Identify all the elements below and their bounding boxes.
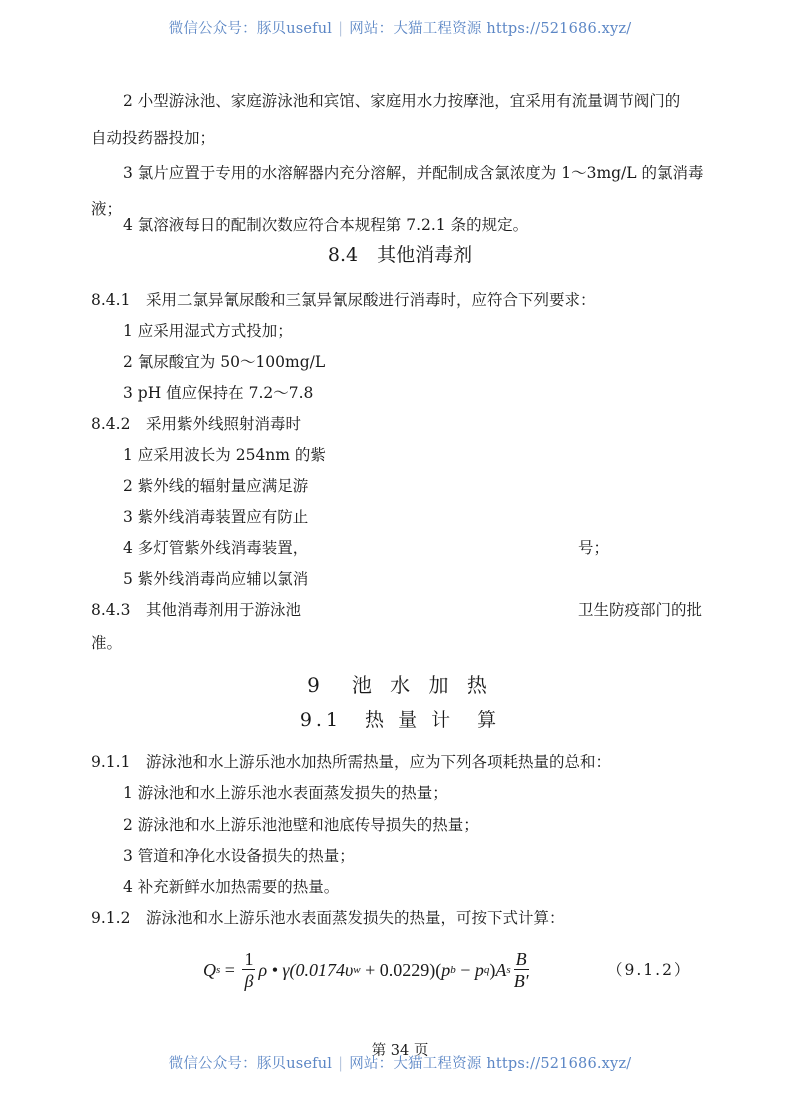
chapter-heading-9: 9 池 水 加 热 — [307, 673, 493, 697]
clause-number: 9.1.2 — [91, 909, 131, 927]
list-item: 3 管道和净化水设备损失的热量； — [123, 847, 355, 865]
clause-continuation: 准。 — [91, 634, 123, 652]
clause-8-4-2 — [91, 414, 301, 434]
clause-text: 游泳池和水上游乐池水表面蒸发损失的热量，可按下式计算： — [146, 909, 565, 927]
clause-text: 采用二氯异氰尿酸和三氯异氰尿酸进行消毒时，应符合下列要求： — [146, 291, 596, 309]
list-item: 1 应采用湿式方式投加； — [123, 322, 293, 340]
watermark-separator: | — [338, 21, 344, 37]
item-8-3-3-line2: 液； — [91, 200, 123, 218]
fraction-one-over-beta: $\frac{1}{\beta}$ — [244, 948, 254, 991]
list-item: 4 补充新鲜水加热需要的热量。 — [123, 878, 340, 896]
clause-number: 8.4.1 — [91, 291, 131, 309]
clause-8-4-3 — [91, 600, 301, 620]
list-item: 3 紫外线消毒装置应有防止 — [123, 508, 309, 526]
clause-text: 游泳池和水上游乐池水加热所需热量，应为下列各项耗热量的总和： — [146, 753, 612, 771]
clause-text: 其他消毒剂用于游泳池 — [146, 601, 302, 619]
watermark-header — [0, 17, 800, 38]
list-item: 5 紫外线消毒尚应辅以氯消 — [123, 570, 309, 588]
item-8-3-4: 4 氯溶液每日的配制次数应符合本规程第 7.2.1 条的规定。 — [123, 216, 529, 234]
item-8-3-2-line1: 2 小型游泳池、家庭游泳池和宾馆、家庭用水力按摩池，宜采用有流量调节阀门的 — [123, 92, 681, 110]
item-8-3-2-line2: 自动投药器投加； — [91, 129, 216, 147]
list-item: 2 紫外线的辐射量应满足游 — [123, 477, 309, 495]
clause-number: 9.1.1 — [91, 753, 131, 771]
fraction-b-over-b-prime: $\frac{B}{B'}$ — [513, 948, 529, 991]
list-item: 1 应采用波长为 254nm 的紫 — [123, 446, 326, 464]
section-heading-9-1: 9.1 热 量 计 算 — [299, 709, 501, 731]
clause-8-4-1 — [91, 290, 596, 310]
clause-number: 8.4.2 — [91, 415, 131, 433]
watermark-footer — [0, 1052, 800, 1073]
watermark-site: 网站：大猫工程资源 https://521686.xyz/ — [349, 1056, 632, 1072]
watermark-separator: | — [338, 1056, 344, 1072]
watermark-site: 网站：大猫工程资源 https://521686.xyz/ — [349, 21, 632, 37]
section-heading-8-4: 8.4 其他消毒剂 — [327, 244, 473, 266]
watermark-wechat: 微信公众号：豚贝useful — [168, 21, 333, 37]
clause-text: 采用紫外线照射消毒时 — [146, 415, 302, 433]
list-item-fragment: 号； — [578, 539, 610, 557]
formula-lhs: Q — [203, 959, 216, 980]
list-item: 2 氰尿酸宜为 50～100mg/L — [123, 353, 326, 371]
clause-fragment: 卫生防疫部门的批 — [578, 601, 703, 619]
list-item: 2 游泳池和水上游乐池池壁和池底传导损失的热量； — [123, 816, 479, 834]
clause-9-1-1 — [91, 752, 611, 772]
watermark-wechat: 微信公众号：豚贝useful — [168, 1056, 333, 1072]
item-8-3-3-line1: 3 氯片应置于专用的水溶解器内充分溶解，并配制成含氯浓度为 1～3mg/L 的氯消毒 — [123, 164, 704, 182]
page-number: 第 34 页 — [371, 1043, 429, 1059]
equation-number: （9.1.2） — [607, 961, 692, 979]
clause-number: 8.4.3 — [91, 601, 131, 619]
list-item: 4 多灯管紫外线消毒装置， — [123, 539, 309, 557]
clause-9-1-2 — [91, 908, 565, 928]
list-item: 3 pH 值应保持在 7.2～7.8 — [123, 384, 314, 402]
list-item: 1 游泳池和水上游乐池水表面蒸发损失的热量； — [123, 784, 448, 802]
equation-9-1-2: Q s = $\frac{1}{\beta}$ ρ • γ(0.0174 υ w + 0.0229)( p b − p q ) A s $\frac{B}{B'}$ — [203, 948, 529, 991]
